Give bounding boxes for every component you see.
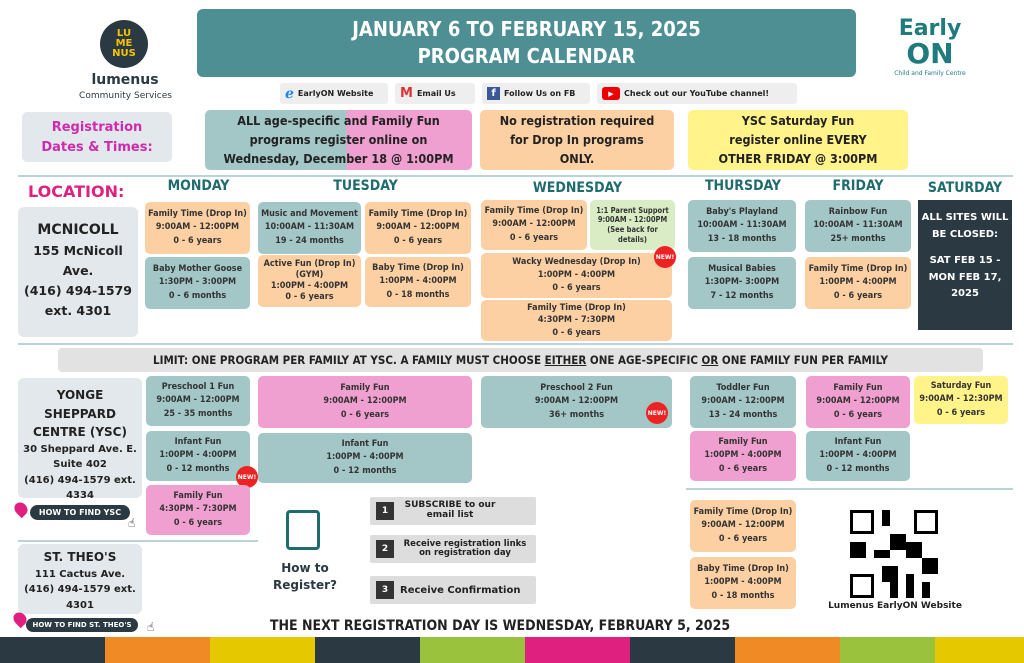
program-mc-tue-2 <box>365 202 471 254</box>
program-text: 0 - 6 years <box>340 409 390 420</box>
color-bar <box>105 637 210 663</box>
program-mc-fri-1 <box>805 200 911 252</box>
day-wednesday: WEDNESDAY <box>532 180 623 196</box>
program-mc-thu-2 <box>688 257 796 309</box>
program-text: 9:00AM - 12:00PM <box>701 520 785 531</box>
location-st-theos: ST. THEO'S 111 Cactus Ave. (416) 494-1579 ext. 4301 <box>18 544 142 614</box>
program-ysc-fri-1 <box>806 376 910 428</box>
program-text: 0 - 6 years <box>393 235 443 246</box>
color-bar <box>210 637 315 663</box>
program-text: 36+ months <box>548 409 605 420</box>
program-text: 9:00AM - 12:00PM <box>156 395 240 406</box>
program-st-thu-2 <box>690 557 796 609</box>
program-ysc-thu-1 <box>690 376 796 428</box>
day-tuesday: TUESDAY <box>333 178 398 194</box>
registration-box-agespecific: ALL age-specific and Family Fun programs register online on Wednesday, December 18 @ 1:00PM <box>205 110 472 170</box>
program-text: 9:00AM - 12:00PM <box>597 215 668 225</box>
lumenus-logo: LU ME NUS <box>100 20 148 68</box>
program-text: 0 - 6 years <box>833 409 883 420</box>
footer-next-registration: THE NEXT REGISTRATION DAY IS WEDNESDAY, FEBRUARY 5, 2025 <box>269 618 731 634</box>
program-text: 10:00AM - 11:30AM <box>697 220 787 231</box>
program-text: 0 - 6 years <box>173 517 223 528</box>
divider <box>18 343 1013 345</box>
program-text: 9:00AM - 12:00PM <box>701 396 785 407</box>
program-mc-mon-2 <box>145 257 250 309</box>
program-text: Family Time (Drop In) <box>484 206 584 217</box>
program-text: (See back for <box>607 225 658 234</box>
find-st-theos-button[interactable]: HOW TO FIND ST. THEO'S <box>26 618 138 632</box>
program-text: Family Time (Drop In) <box>808 264 908 275</box>
youtube-icon: ▶ <box>602 87 620 100</box>
day-thursday: THURSDAY <box>704 178 782 194</box>
program-text: Toddler Fun <box>716 383 770 394</box>
program-text: 4:30PM - 7:30PM <box>537 315 616 326</box>
program-text: 0 - 12 months <box>333 465 397 476</box>
website-link[interactable]: ℯ EarlyON Website <box>280 83 388 104</box>
program-text: Family Time (Drop In) <box>693 507 793 518</box>
program-text: 13 - 18 months <box>707 233 777 244</box>
header-banner <box>197 9 856 77</box>
howto-label: How to Register? <box>273 561 337 592</box>
program-text: 1:00PM - 4:00PM <box>537 269 616 280</box>
program-text: Baby Mother Goose <box>152 264 243 275</box>
program-text: 1:00PM - 4:00PM <box>819 277 897 288</box>
color-bar <box>420 637 525 663</box>
program-text: 7 - 12 months <box>710 290 774 301</box>
program-text: 0 - 12 months <box>166 463 230 474</box>
program-ysc-tue-1 <box>258 376 472 428</box>
program-mc-mon-1 <box>145 202 250 254</box>
program-text: 0 - 6 years <box>718 463 768 474</box>
program-text: 4:30PM - 7:30PM <box>159 504 237 515</box>
facebook-link[interactable]: f Follow Us on FB <box>482 83 590 104</box>
program-text: Family Time (Drop In) <box>148 209 247 220</box>
program-text: Saturday Fun <box>930 381 992 392</box>
day-saturday: SATURDAY <box>927 180 1003 196</box>
program-st-thu-1 <box>690 500 796 552</box>
header-line2: PROGRAM CALENDAR <box>417 44 636 68</box>
program-text: Baby Time (Drop In) <box>697 564 789 575</box>
program-text: 0 - 6 years <box>936 407 986 418</box>
program-ysc-sat-1 <box>914 376 1008 424</box>
divider <box>18 175 1013 177</box>
program-text: 0 - 12 months <box>826 463 890 474</box>
earlyon-sub: Child and Family Centre <box>894 70 966 77</box>
program-text: 0 - 18 months <box>386 289 450 300</box>
program-text: 25 - 35 months <box>163 408 233 419</box>
program-text: Family Fun <box>173 491 223 502</box>
registration-box-dropin: No registration required for Drop In programs ONLY. <box>480 110 674 170</box>
saturday-closure-note: ALL SITES WILL BE CLOSED: SAT FEB 15 - MON FEB 17, 2025 <box>918 200 1012 330</box>
program-text: 1:00PM - 4:00PM <box>159 450 237 461</box>
program-text: 0 - 6 years <box>173 235 222 246</box>
program-text: 10:00AM - 11:30AM <box>264 222 355 233</box>
program-mc-wed-4 <box>481 300 672 341</box>
qr-label: Lumenus EarlyON Website <box>828 601 962 611</box>
program-text: Baby Time (Drop In) <box>372 263 464 274</box>
location-label: LOCATION: <box>28 182 125 201</box>
hand-click-icon: ☝ <box>128 516 136 530</box>
program-text: Family Time (Drop In) <box>527 303 626 314</box>
program-mc-tue-4 <box>365 257 471 307</box>
program-text: Family Fun <box>833 383 883 394</box>
gmail-icon: M <box>400 86 413 101</box>
program-text: 13 - 24 months <box>708 409 778 420</box>
program-text: 0 - 6 years <box>285 292 334 303</box>
color-bar <box>0 637 105 663</box>
program-text: 9:00AM - 12:00PM <box>376 222 460 233</box>
day-friday: FRIDAY <box>832 178 884 194</box>
program-ysc-mon-1 <box>146 376 250 426</box>
program-text: Musical Babies <box>708 264 776 275</box>
program-text: 9:00AM - 12:00PM <box>492 219 576 230</box>
earlyon-logo: Early ON Child and Family Centre <box>885 18 975 77</box>
program-mc-wed-2 <box>590 200 675 250</box>
program-text: 1:00PM - 4:00PM <box>270 281 349 291</box>
divider <box>18 540 258 542</box>
program-text: 1:30PM- 3:00PM <box>704 277 780 288</box>
divider <box>686 488 1013 490</box>
program-text: Preschool 2 Fun <box>540 383 613 394</box>
program-mc-wed-3 <box>481 253 672 298</box>
program-text: 0 - 6 years <box>552 327 601 338</box>
registration-box-saturday: YSC Saturday Fun register online EVERY OTHER FRIDAY @ 3:00PM <box>688 110 908 170</box>
color-bar <box>735 637 840 663</box>
color-bar <box>935 637 1024 663</box>
program-text: details) <box>618 234 647 244</box>
program-text: 1:00PM - 4:00PM <box>819 450 897 461</box>
program-text: Infant Fun <box>174 437 222 448</box>
hand-click-icon: ☝ <box>147 620 155 634</box>
program-text: 10:00AM - 11:30AM <box>813 220 903 231</box>
program-ysc-fri-2 <box>806 431 910 481</box>
program-text: Infant Fun <box>834 437 882 448</box>
program-ysc-wed-1 <box>481 376 672 428</box>
color-bar <box>630 637 735 663</box>
registration-label: Registration Dates & Times: <box>22 112 172 162</box>
program-text: 9:00AM - 12:30PM <box>919 394 1003 405</box>
location-ysc: YONGE SHEPPARD CENTRE (YSC) 30 Sheppard Ave. E. Suite 402 (416) 494-1579 ext. 4334 <box>18 378 142 498</box>
header-line1: JANUARY 6 TO FEBRUARY 15, 2025 <box>352 17 701 41</box>
program-text: Family Time (Drop In) <box>368 209 468 220</box>
program-text: (GYM) <box>295 269 324 280</box>
program-text: Rainbow Fun <box>828 207 888 218</box>
find-ysc-button[interactable]: HOW TO FIND YSC <box>30 505 130 520</box>
program-text: 9:00AM - 12:00PM <box>816 396 900 407</box>
new-badge: NEW! <box>236 466 258 488</box>
program-text: Infant Fun <box>341 439 389 450</box>
globe-icon: ℯ <box>285 85 294 102</box>
program-text: Family Fun <box>718 437 768 448</box>
program-text: Active Fun (Drop In) <box>263 258 356 269</box>
program-text: 1:00PM - 4:00PM <box>704 577 782 588</box>
new-badge: NEW! <box>646 402 668 424</box>
program-mc-wed-1 <box>481 200 587 250</box>
program-ysc-mon-2 <box>146 431 250 481</box>
email-link[interactable]: M Email Us <box>395 83 475 104</box>
program-text: 0 - 18 months <box>711 590 775 601</box>
program-ysc-thu-2 <box>690 431 796 481</box>
program-text: 0 - 6 years <box>552 283 601 294</box>
program-text: Music and Movement <box>261 209 358 220</box>
program-text: Family Fun <box>340 383 390 394</box>
program-text: Wacky Wednesday (Drop In) <box>512 256 641 267</box>
step-receive-links: 2 Receive registration links on registration day <box>370 535 536 563</box>
program-text: 0 - 6 months <box>168 290 227 301</box>
program-text: 0 - 6 years <box>718 533 768 544</box>
program-text: 1:1 Parent Support <box>596 205 669 215</box>
org-sub: Community Services <box>79 91 172 101</box>
org-name: lumenus <box>91 72 159 88</box>
program-text: Baby's Playland <box>706 207 778 218</box>
program-ysc-tue-2 <box>258 433 472 483</box>
program-text: 1:30PM - 3:00PM <box>158 277 237 288</box>
program-text: 0 - 6 years <box>509 232 559 243</box>
program-text: 25+ months <box>830 233 886 244</box>
qr-code[interactable] <box>850 510 938 598</box>
program-text: 9:00AM - 12:00PM <box>155 222 240 233</box>
youtube-link[interactable]: ▶ Check out our YouTube channel! <box>597 83 797 104</box>
program-mc-fri-2 <box>805 257 911 309</box>
program-text: 19 - 24 months <box>275 235 344 246</box>
program-mc-tue-1 <box>258 202 361 254</box>
clipboard-icon <box>286 510 320 550</box>
program-text: 9:00AM - 12:00PM <box>323 396 407 407</box>
program-text: 1:00PM - 4:00PM <box>379 276 457 287</box>
program-mc-thu-1 <box>688 200 796 252</box>
step-subscribe[interactable]: 1 SUBSCRIBE to our email list <box>370 497 536 525</box>
step-confirmation: 3 Receive Confirmation <box>370 576 536 604</box>
color-bar <box>840 637 935 663</box>
program-ysc-mon-3 <box>146 485 250 535</box>
program-text: 1:00PM - 4:00PM <box>704 450 782 461</box>
program-text: 0 - 6 years <box>833 290 883 301</box>
color-bar <box>525 637 630 663</box>
location-mcnicoll: MCNICOLL 155 McNicoll Ave. (416) 494-1579 ext. 4301 <box>18 207 138 337</box>
program-text: Preschool 1 Fun <box>161 382 235 393</box>
program-text: 9:00AM - 12:00PM <box>534 396 619 407</box>
program-mc-tue-3 <box>258 255 361 307</box>
color-bar <box>315 637 420 663</box>
limit-banner: LIMIT: ONE PROGRAM PER FAMILY AT YSC. A FAMILY MUST CHOOSE EITHER ONE AGE-SPECIFIC OR ONE FAMILY FUN PER FAMILY <box>58 348 983 372</box>
facebook-icon: f <box>487 87 500 100</box>
program-text: 1:00PM - 4:00PM <box>326 452 404 463</box>
day-monday: MONDAY <box>167 178 230 194</box>
new-badge: NEW! <box>654 246 676 268</box>
